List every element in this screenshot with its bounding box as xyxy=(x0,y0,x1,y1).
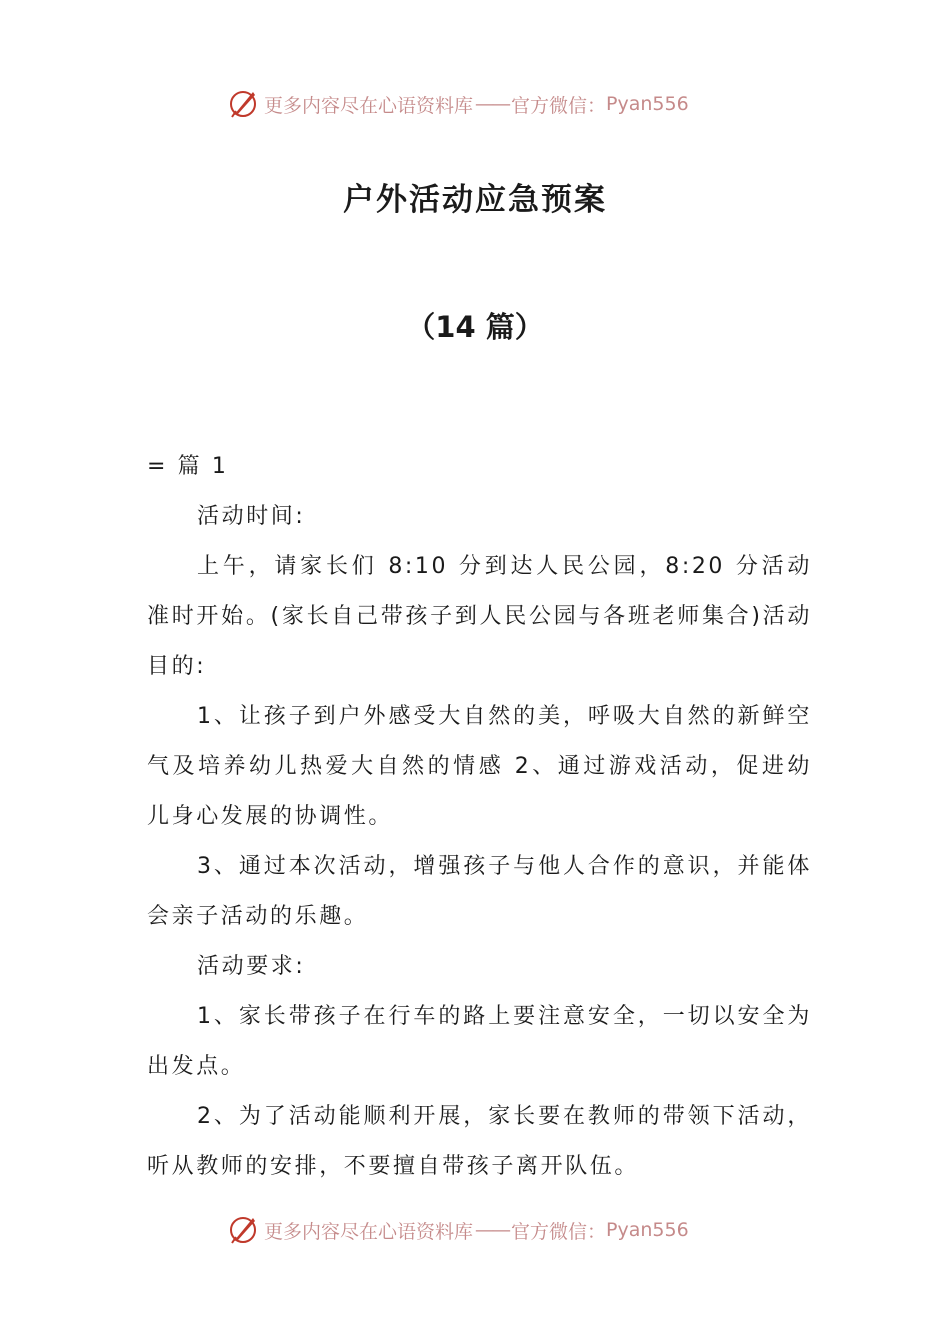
document-title: 户外活动应急预案 xyxy=(343,182,607,218)
watermark-wechat-id: Pyan556 xyxy=(606,93,689,115)
watermark-wechat-label: 官方微信： xyxy=(511,94,607,117)
paragraph: 3、通过本次活动，增强孩子与他人合作的意识，并能体会亲子活动的乐趣。 xyxy=(147,854,812,929)
header-watermark xyxy=(226,84,689,124)
quill-logo-icon xyxy=(226,87,260,121)
watermark-wechat-label: 官方微信： xyxy=(511,1220,607,1243)
document-subtitle: （14 篇） xyxy=(406,310,544,344)
paragraph: 2、为了活动能顺利开展，家长要在教师的带领下活动，听从教师的安排，不要擅自带孩子离开队伍。 xyxy=(147,1104,812,1179)
paragraph: 活动要求: xyxy=(197,954,306,979)
paragraph: 1、让孩子到户外感受大自然的美，呼吸大自然的新鲜空气及培养幼儿热爱大自然的情感 2、通过游戏活动，促进幼儿身心发展的协调性。 xyxy=(147,704,812,829)
watermark-wechat-id: Pyan556 xyxy=(606,1219,689,1241)
quill-logo-icon xyxy=(226,1213,260,1247)
section-heading: = 篇 1 xyxy=(147,454,229,479)
watermark-separator: —— xyxy=(475,1219,510,1241)
watermark-text: 更多内容尽在心语资料库 xyxy=(264,1220,474,1243)
paragraph: 1、家长带孩子在行车的路上要注意安全，一切以安全为出发点。 xyxy=(147,1004,812,1079)
footer-watermark xyxy=(226,1210,689,1250)
watermark-separator: —— xyxy=(475,93,510,115)
watermark-text: 更多内容尽在心语资料库 xyxy=(264,94,474,117)
paragraph: 活动时间: xyxy=(197,504,306,529)
paragraph: 上午，请家长们 8:10 分到达人民公园，8:20 分活动准时开始。(家长自己带孩子到人民公园与各班老师集合)活动目的: xyxy=(147,554,812,679)
document-body xyxy=(147,442,812,1192)
